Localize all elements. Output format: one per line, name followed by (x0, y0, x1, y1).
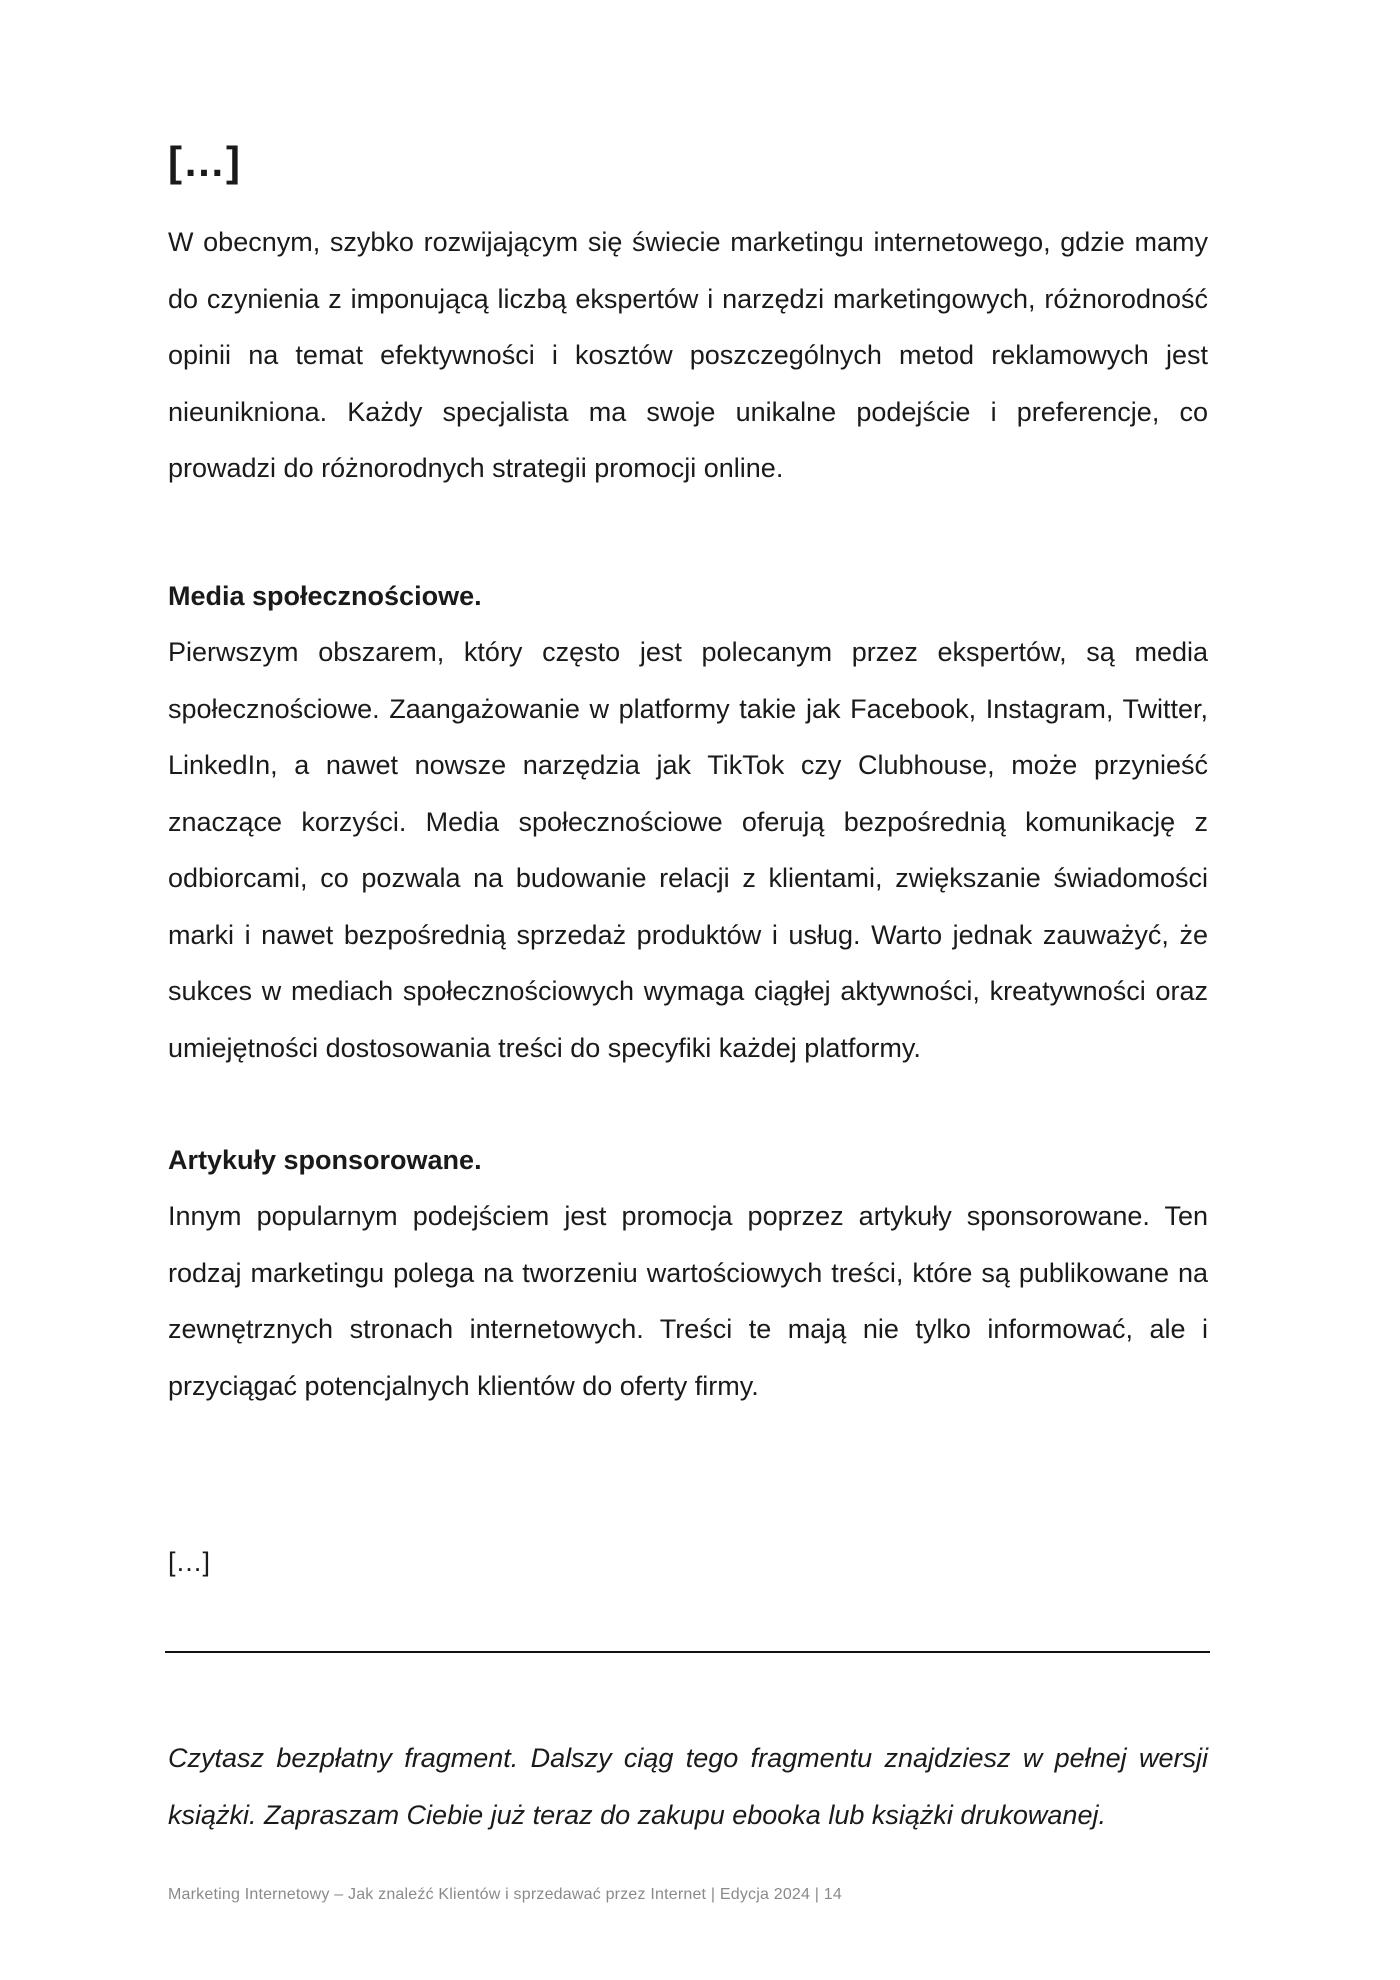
section-body-sponsored-articles: Innym popularnym podejściem jest promocja poprzez artykuły sponsorowane. Ten rodzaj marketingu polega na tworzeniu wartościowych treści, które są publikowane na zewnętrznych stronach internetowych. Treści te mają nie tylko informować, ale i przyciągać potencjalnych klientów do oferty firmy. (168, 1201, 1208, 1401)
horizontal-divider (165, 1651, 1210, 1653)
intro-paragraph: W obecnym, szybko rozwijającym się świecie marketingu internetowego, gdzie mamy do czynienia z imponującą liczbą ekspertów i narzędzi marketingowych, różnorodność opinii na temat efektywności i kosztów poszczególnych metod reklamowych jest nieunikniona. Każdy specjalista ma swoje unikalne podejście i preferencje, co prowadzi do różnorodnych strategii promocji online. (168, 227, 1208, 483)
page-heading-ellipsis: […] (168, 138, 241, 185)
section-body-social-media: Pierwszym obszarem, który często jest polecanym przez ekspertów, są media społecznościowe. Zaangażowanie w platformy takie jak Facebook, Instagram, Twitter, LinkedIn, a nawet nowsze narzędzia jak TikTok czy Clubhouse, może przynieść znaczące korzyści. Media społecznościowe oferują bezpośrednią komunikację z odbiorcami, co pozwala na budowanie relacji z klientami, zwiększanie świadomości marki i nawet bezpośrednią sprzedaż produktów i usług. Warto jednak zauważyć, że sukces w mediach społecznościowych wymaga ciągłej aktywności, kreatywności oraz umiejętności dostosowania treści do specyfiki każdej platformy. (168, 637, 1208, 1063)
preview-note: Czytasz bezpłatny fragment. Dalszy ciąg tego fragmentu znajdziesz w pełnej wersji książki. Zapraszam Ciebie już teraz do zakupu ebooka lub książki drukowanej. (168, 1743, 1208, 1830)
page-footer: Marketing Internetowy – Jak znaleźć Klientów i sprzedawać przez Internet | Edycja 2024 | 14 (168, 1886, 842, 1903)
closing-ellipsis: […] (168, 1547, 211, 1577)
section-title-social-media: Media społecznościowe. (168, 581, 482, 611)
section-title-sponsored-articles: Artykuły sponsorowane. (168, 1145, 482, 1175)
